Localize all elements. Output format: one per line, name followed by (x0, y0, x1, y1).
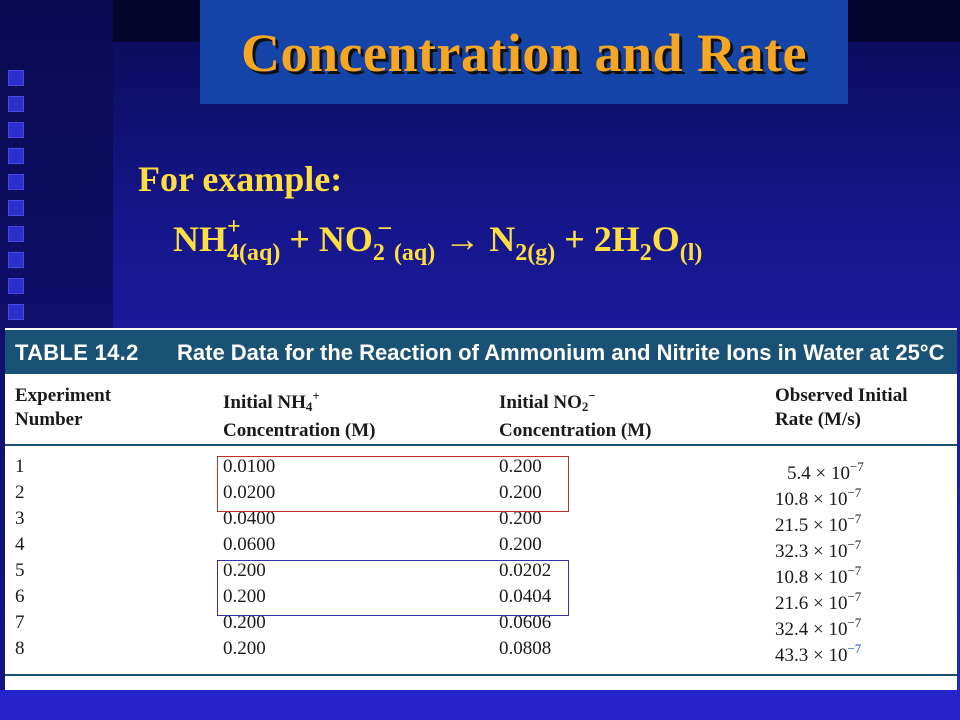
table-row-8-exp: 8 (15, 638, 25, 659)
table-row-7-exp: 7 (15, 612, 25, 633)
table-row-5-rate: $10.8 \times 10^{-7}$ (775, 563, 862, 588)
title-box (200, 0, 848, 104)
table-row-6-rate: $21.6 \times 10^{-7}$ (775, 589, 862, 614)
reaction-arrow: → (435, 219, 490, 259)
table-row-4-nh4: 0.0600 (223, 534, 276, 555)
table-row-5-nh4: 0.200 (223, 560, 266, 581)
table-caption: Rate Data for the Reaction of Ammonium and Nitrite Ions in Water at 25°C (177, 340, 945, 365)
table-row-8-no2: 0.0808 (499, 638, 552, 659)
table-row-3-exp: 3 (15, 508, 25, 529)
table-row-4-exp: 4 (15, 534, 25, 555)
table-row-6-exp: 6 (15, 586, 25, 607)
table-row-2-no2: 0.200 (499, 482, 542, 503)
reaction-equation: $NH_4$ + $_{(aq)} + NO_2$ – $_{(aq)} \to N_{2(g)} + 2H_2O_{(l)}$ (173, 214, 703, 266)
table-row-2-nh4: 0.0200 (223, 482, 276, 503)
footer-rule (5, 674, 957, 676)
table-row-7-nh4: 0.200 (223, 612, 266, 633)
table-row-8-nh4: 0.200 (223, 638, 266, 659)
table-row-3-nh4: 0.0400 (223, 508, 276, 529)
header-experiment: Experiment Number (15, 385, 112, 430)
decorative-squares (8, 70, 28, 330)
table-row-1-rate: $5.4 \times 10^{-7}$ (787, 459, 864, 484)
table-row-4-rate: $32.3 \times 10^{-7}$ (775, 537, 862, 562)
table-row-7-no2: 0.0606 (499, 612, 552, 633)
highlight-box-red (217, 456, 569, 512)
table-row-7-rate: $32.4 \times 10^{-7}$ (775, 615, 862, 640)
product-nitrogen: $N_{2(g)}$ (489, 219, 556, 266)
rate-data-table (5, 328, 957, 690)
header-rule (5, 444, 957, 446)
highlight-box-blue (217, 560, 569, 616)
slide-title: Concentration and Rate (241, 23, 807, 83)
table-row-1-no2: 0.200 (499, 456, 542, 477)
table-row-3-no2: 0.200 (499, 508, 542, 529)
header-rate: Observed Initial Rate (M/s) (775, 385, 908, 430)
table-row-3-rate: $21.5 \times 10^{-7}$ (775, 511, 862, 536)
table-row-1-exp: 1 (15, 456, 25, 477)
reactant-ammonium: $NH_4$ + $_{(aq)}$ (173, 214, 281, 266)
table-row-5-exp: 5 (15, 560, 25, 581)
header-nh4: Initial $NH_4^+$ Concentration (M) (223, 388, 376, 441)
table-row-4-no2: 0.200 (499, 534, 542, 555)
table-row-2-exp: 2 (15, 482, 25, 503)
table-label: TABLE 14.2 (15, 340, 139, 365)
example-label: For example: (138, 159, 343, 199)
table-row-6-nh4: 0.200 (223, 586, 266, 607)
bottom-bar (0, 690, 960, 720)
table-row-8-rate: $43.3 \times 10^{-7}$ (775, 641, 862, 666)
reactant-nitrite: $NO_2$ – $_{(aq)}$ (318, 214, 436, 266)
header-no2: Initial $NO_2^-$ Concentration (M) (499, 388, 652, 441)
table-row-1-nh4: 0.0100 (223, 456, 276, 477)
table-row-6-no2: 0.0404 (499, 586, 552, 607)
table-row-5-no2: 0.0202 (499, 560, 552, 581)
product-water: $2H_2O_{(l)}$ (593, 219, 703, 266)
table-title-bar (5, 330, 957, 374)
table-row-2-rate: $10.8 \times 10^{-7}$ (775, 485, 862, 510)
